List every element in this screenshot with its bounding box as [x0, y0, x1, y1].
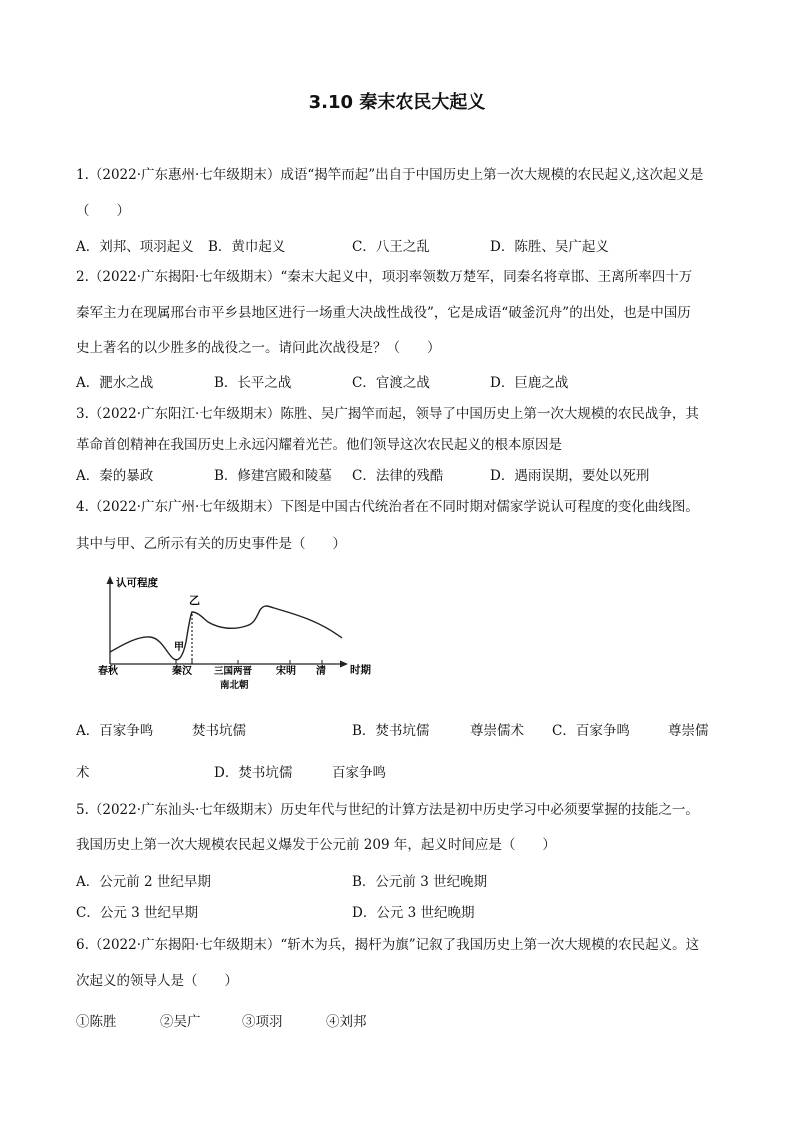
y-axis-arrow-icon [107, 576, 114, 584]
question-5-line-1: 5.（2022·广东汕头·七年级期末）历史年代与世纪的计算方法是初中历史学习中必须要掌握的技能之一。 [76, 802, 699, 818]
question-2-line-1: 2.（2022·广东揭阳·七年级期末）“秦末大起义中，项羽率领数万楚军，同秦名将章邯、王离所率四十万 [76, 269, 693, 285]
option-b[interactable]: B．黄巾起义 [208, 239, 286, 255]
option-a[interactable]: A．刘邦、项羽起义 [76, 239, 194, 255]
question-6-line-1: 6.（2022·广东揭阳·七年级期末）“斩木为兵，揭杆为旗”记叙了我国历史上第一次大规模的农民起义。这 [76, 937, 700, 953]
option-c[interactable]: C．法律的残酷 [352, 468, 444, 484]
option-c[interactable]: C．公元 3 世纪早期 [76, 905, 199, 921]
option-b-second: 尊崇儒术 [470, 723, 524, 739]
marker-jia: 甲 [174, 642, 184, 653]
question-3-line-1: 3.（2022·广东阳江·七年级期末）陈胜、吴广揭竿而起，领导了中国历史上第一次大规模的农民战争，其 [76, 406, 699, 422]
option-a[interactable]: A．公元前 2 世纪早期 [76, 874, 211, 890]
question-1-line-2: （ ） [76, 203, 130, 219]
option-d[interactable]: D．陈胜、吴广起义 [490, 239, 609, 255]
tick-label-sanguo: 三国两晋 [214, 666, 253, 677]
choice-2[interactable]: ②吴广 [160, 1014, 201, 1030]
option-c[interactable]: C．百家争鸣 [552, 723, 630, 739]
option-a[interactable]: A．百家争鸣 [76, 723, 154, 739]
tick-label-qinhan: 秦汉 [172, 666, 192, 677]
choice-1[interactable]: ①陈胜 [76, 1014, 117, 1030]
page-title: 3.10 秦末农民大起义 [308, 92, 486, 113]
question-4-line-1: 4.（2022·广东广州·七年级期末）下图是中国古代统治者在不同时期对儒家学说认可程度的变化曲线图。 [76, 499, 699, 515]
choice-4[interactable]: ④刘邦 [326, 1014, 367, 1030]
question-6-line-2: 次起义的领导人是（ ） [76, 973, 238, 989]
option-b[interactable]: B．公元前 3 世纪晚期 [352, 874, 488, 890]
question-5-line-2: 我国历史上第一次大规模农民起义爆发于公元前 209 年，起义时间应是（ ） [76, 837, 556, 853]
option-a-second: 焚书坑儒 [192, 723, 246, 739]
tick-label-qing: 清 [316, 666, 326, 677]
option-c[interactable]: C．八王之乱 [352, 239, 430, 255]
x-axis-arrow-icon [340, 661, 348, 668]
option-c-wrap: 术 [76, 765, 90, 781]
y-axis-label: 认可程度 [116, 577, 158, 589]
x-axis-label: 时期 [350, 664, 371, 676]
marker-yi: 乙 [189, 594, 200, 607]
tick-label-songming: 宋明 [276, 666, 296, 677]
option-a[interactable]: A．淝水之战 [76, 375, 154, 391]
question-2-line-2: 秦军主力在现属邢台市平乡县地区进行一场重大决战性战役”，它是成语“破釜沉舟”的出处，也是中国历 [76, 305, 691, 321]
option-a[interactable]: A．秦的暴政 [76, 468, 154, 484]
choice-3[interactable]: ③项羽 [242, 1014, 283, 1030]
option-b[interactable]: B．长平之战 [214, 375, 292, 391]
option-d[interactable]: D．焚书坑儒 [214, 765, 293, 781]
question-2-line-3: 史上著名的以少胜多的战役之一。请问此次战役是？（ ） [76, 340, 441, 356]
recognition-curve-chart [96, 574, 386, 694]
question-3-line-2: 革命首创精神在我国历史上永远闪耀着光芒。他们领导这次农民起义的根本原因是 [76, 437, 562, 453]
option-b[interactable]: B．焚书坑儒 [352, 723, 430, 739]
option-d-second: 百家争鸣 [332, 765, 386, 781]
question-1-line-1: 1.（2022·广东惠州·七年级期末）成语“揭竿而起”出自于中国历史上第一次大规模的农民起义,这次起义是 [76, 167, 704, 183]
question-4-line-2: 其中与甲、乙所示有关的历史事件是（ ） [76, 536, 346, 552]
option-c[interactable]: C．官渡之战 [352, 375, 430, 391]
tick-label-chunqiu: 春秋 [98, 666, 118, 677]
option-d[interactable]: D．公元 3 世纪晚期 [352, 905, 475, 921]
option-d[interactable]: D．巨鹿之战 [490, 375, 569, 391]
option-c-second: 尊崇儒 [668, 723, 709, 739]
option-d[interactable]: D．遇雨误期，要处以死刑 [490, 468, 650, 484]
tick-label-nanbeichao: 南北朝 [220, 680, 249, 691]
recognition-curve [110, 606, 342, 660]
option-b[interactable]: B．修建宫殿和陵墓 [214, 468, 332, 484]
